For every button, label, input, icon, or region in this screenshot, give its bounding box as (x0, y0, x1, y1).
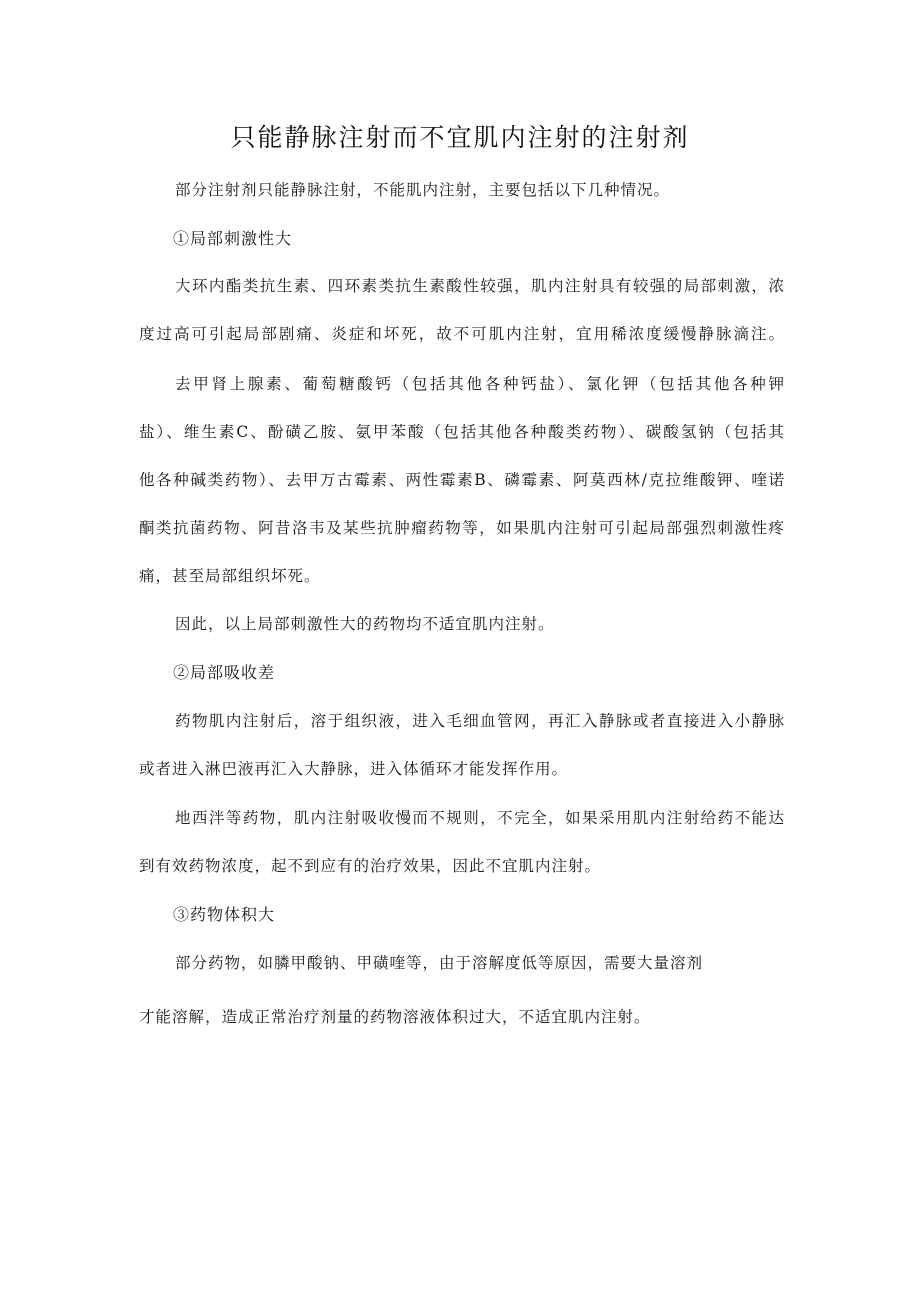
section-3-p1-line-2: 才能溶解，造成正常治疗剂量的药物溶液体积过大，不适宜肌内注射。 (139, 1008, 651, 1026)
section-2-p1-line-1: 药物肌内注射后，溶于组织液，进入毛细血管网，再汇入静脉或者直接进入小静脉 (175, 712, 785, 730)
section-1-p1-line-1: 大环内酯类抗生素、四环素类抗生素酸性较强，肌内注射具有较强的局部刺激，浓 (175, 277, 785, 295)
section-1-p2-line-4: 酮类抗菌药物、阿昔洛韦及某些抗肿瘤药物等，如果肌内注射可引起局部强烈刺激性疼 (139, 519, 785, 537)
section-1-heading: ①局部刺激性大 (173, 229, 293, 248)
section-2-p1-line-2: 或者进入淋巴液再汇入大静脉，进入体循环才能发挥作用。 (139, 760, 569, 778)
section-1-p1-line-2: 度过高可引起局部剧痛、炎症和坏死，故不可肌内注射，宜用稀浓度缓慢静脉滴注。 (139, 325, 785, 343)
section-2-heading: ②局部吸收差 (173, 663, 276, 682)
section-1-p2-line-1: 去甲肾上腺素、葡萄糖酸钙（包括其他各种钙盐）、氯化钾（包括其他各种钾 (175, 375, 785, 393)
section-3-heading: ③药物体积大 (173, 905, 276, 924)
page-title: 只能静脉注射而不宜肌内注射的注射剂 (230, 123, 690, 152)
section-2-p2-line-1: 地西泮等药物，肌内注射吸收慢而不规则，不完全，如果采用肌内注射给药不能达 (175, 809, 785, 827)
intro-paragraph: 部分注射剂只能静脉注射，不能肌内注射，主要包括以下几种情况。 (175, 181, 671, 199)
section-1-p2-line-2: 盐）、维生素C、酚磺乙胺、氨甲苯酸（包括其他各种酸类药物）、碳酸氢钠（包括其 (139, 423, 785, 441)
section-3-p1-line-1: 部分药物，如膦甲酸钠、甲磺喹等，由于溶解度低等原因，需要大量溶剂 (175, 954, 704, 972)
section-1-p3: 因此，以上局部刺激性大的药物均不适宜肌内注射。 (175, 615, 555, 633)
section-1-p2-line-3: 他各种碱类药物）、去甲万古霉素、两性霉素B、磷霉素、阿莫西林/克拉维酸钾、喹诺 (139, 471, 785, 489)
section-2-p2-line-2: 到有效药物浓度，起不到应有的治疗效果，因此不宜肌内注射。 (139, 857, 602, 875)
section-1-p2-line-5: 痛，甚至局部组织坏死。 (139, 567, 321, 585)
